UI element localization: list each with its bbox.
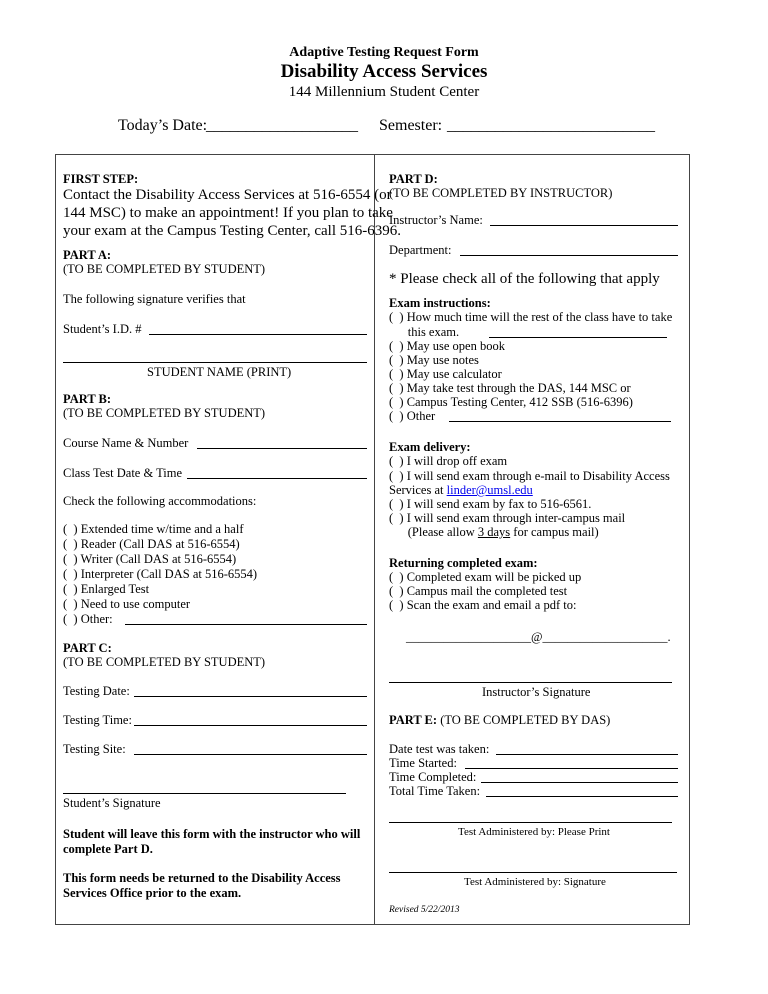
semester-field[interactable]: __________________________ bbox=[447, 117, 655, 134]
student-id-label: Student’s I.D. # bbox=[63, 322, 142, 336]
testing-site-field[interactable] bbox=[134, 754, 367, 755]
returning-picked-up[interactable]: ( ) Completed exam will be picked up bbox=[389, 570, 582, 584]
das-email-link[interactable]: linder@umsl.edu bbox=[446, 483, 533, 497]
first-step-heading: FIRST STEP: bbox=[63, 172, 139, 186]
first-step-line-2: 144 MSC) to make an appointment! If you plan to take bbox=[63, 205, 393, 221]
time-completed-label: Time Completed: bbox=[389, 770, 477, 784]
exam-instruction-time-remaining-cont: this exam. bbox=[389, 325, 460, 339]
office-location: 144 Millennium Student Center bbox=[288, 84, 480, 100]
student-name-caption: STUDENT NAME (PRINT) bbox=[147, 365, 292, 379]
testing-date-field[interactable] bbox=[134, 696, 367, 697]
form-title: Adaptive Testing Request Form bbox=[289, 45, 479, 60]
returning-campus-mail[interactable]: ( ) Campus mail the completed test bbox=[389, 584, 568, 598]
student-signature-caption: Student’s Signature bbox=[63, 796, 161, 810]
time-completed-field[interactable] bbox=[481, 782, 678, 783]
return-note-line-1: This form needs be returned to the Disability Access bbox=[63, 871, 341, 885]
part-c-heading: PART C: bbox=[63, 641, 112, 655]
exam-delivery-heading: Exam delivery: bbox=[389, 440, 471, 454]
part-e-subheading: (TO BE COMPLETED BY DAS) bbox=[437, 713, 611, 727]
testing-site-label: Testing Site: bbox=[63, 742, 126, 756]
accommodation-enlarged-test[interactable]: ( ) Enlarged Test bbox=[63, 582, 150, 596]
delivery-drop-off[interactable]: ( ) I will drop off exam bbox=[389, 454, 508, 468]
leave-form-note-line-2: complete Part D. bbox=[63, 842, 153, 856]
exam-instruction-open-book[interactable]: ( ) May use open book bbox=[389, 339, 505, 353]
time-started-field[interactable] bbox=[465, 768, 678, 769]
testing-time-field[interactable] bbox=[134, 725, 367, 726]
return-note-line-2: Services Office prior to the exam. bbox=[63, 886, 242, 900]
exam-instructions-heading: Exam instructions: bbox=[389, 296, 491, 310]
instructor-signature-field[interactable] bbox=[389, 682, 672, 683]
first-step-line-1: Contact the Disability Access Services at 516-6554 (or bbox=[63, 187, 392, 203]
department-field[interactable] bbox=[460, 255, 678, 256]
exam-instruction-calculator[interactable]: ( ) May use calculator bbox=[389, 367, 502, 381]
column-divider bbox=[374, 154, 375, 925]
signature-verifies-text: The following signature verifies that bbox=[63, 292, 246, 306]
part-a-heading: PART A: bbox=[63, 248, 112, 262]
semester-label: Semester: bbox=[379, 117, 443, 134]
accommodation-reader[interactable]: ( ) Reader (Call DAS at 516-6554) bbox=[63, 537, 240, 551]
accommodation-other-field[interactable] bbox=[125, 624, 367, 625]
administered-print-field[interactable] bbox=[389, 822, 672, 823]
class-test-date-label: Class Test Date & Time bbox=[63, 466, 183, 480]
date-test-taken-label: Date test was taken: bbox=[389, 742, 490, 756]
check-all-note: * Please check all of the following that apply bbox=[389, 271, 660, 287]
delivery-allow-prefix: (Please allow bbox=[389, 525, 478, 539]
first-step-line-3: your exam at the Campus Testing Center, call 516-6396. bbox=[63, 223, 401, 239]
date-test-taken-field[interactable] bbox=[496, 754, 678, 755]
student-signature-field[interactable] bbox=[63, 793, 346, 794]
todays-date-label: Today’s Date: bbox=[118, 117, 208, 134]
returning-exam-heading: Returning completed exam: bbox=[389, 556, 538, 570]
instructor-signature-caption: Instructor’s Signature bbox=[482, 685, 591, 699]
accommodation-other[interactable]: ( ) Other: bbox=[63, 612, 113, 626]
total-time-field[interactable] bbox=[486, 796, 678, 797]
delivery-email-address-line bbox=[389, 483, 533, 498]
total-time-label: Total Time Taken: bbox=[389, 784, 481, 798]
accommodation-interpreter[interactable]: ( ) Interpreter (Call DAS at 516-6554) bbox=[63, 567, 258, 581]
department-label: Department: bbox=[389, 243, 452, 257]
check-accommodations-text: Check the following accommodations: bbox=[63, 494, 257, 508]
administered-signature-caption: Test Administered by: Signature bbox=[464, 876, 606, 888]
delivery-fax[interactable]: ( ) I will send exam by fax to 516-6561. bbox=[389, 497, 592, 511]
time-started-label: Time Started: bbox=[389, 756, 457, 770]
revised-date: Revised 5/22/2013 bbox=[389, 905, 460, 915]
delivery-intercampus[interactable]: ( ) I will send exam through inter-campus mail bbox=[389, 511, 626, 525]
part-c-subheading: (TO BE COMPLETED BY STUDENT) bbox=[63, 655, 266, 669]
student-name-field[interactable] bbox=[63, 362, 367, 363]
accommodation-writer[interactable]: ( ) Writer (Call DAS at 516-6554) bbox=[63, 552, 237, 566]
part-e-line bbox=[389, 713, 610, 728]
course-name-label: Course Name & Number bbox=[63, 436, 189, 450]
part-d-subheading: (TO BE COMPLETED BY INSTRUCTOR) bbox=[389, 186, 613, 200]
exam-instruction-other[interactable]: ( ) Other bbox=[389, 409, 436, 423]
scan-email-field[interactable]: ____________________@____________________. bbox=[406, 630, 671, 644]
delivery-allow-suffix: for campus mail) bbox=[510, 525, 599, 539]
accommodation-computer[interactable]: ( ) Need to use computer bbox=[63, 597, 191, 611]
course-name-field[interactable] bbox=[197, 448, 367, 449]
delivery-allow-days: 3 days bbox=[477, 525, 511, 539]
administered-signature-field[interactable] bbox=[389, 872, 677, 873]
exam-instruction-testing-center[interactable]: ( ) Campus Testing Center, 412 SSB (516-6396) bbox=[389, 395, 633, 409]
exam-instruction-notes[interactable]: ( ) May use notes bbox=[389, 353, 479, 367]
administered-print-caption: Test Administered by: Please Print bbox=[458, 826, 610, 838]
student-id-field[interactable] bbox=[149, 334, 367, 335]
testing-date-label: Testing Date: bbox=[63, 684, 130, 698]
part-b-subheading: (TO BE COMPLETED BY STUDENT) bbox=[63, 406, 266, 420]
part-d-heading: PART D: bbox=[389, 172, 438, 186]
todays-date-field[interactable]: ___________________ bbox=[206, 117, 358, 134]
returning-scan-email[interactable]: ( ) Scan the exam and email a pdf to: bbox=[389, 598, 577, 612]
exam-instruction-other-field[interactable] bbox=[449, 421, 671, 422]
instructor-name-field[interactable] bbox=[490, 225, 678, 226]
instructor-name-label: Instructor’s Name: bbox=[389, 213, 483, 227]
delivery-email-prefix: Services at bbox=[389, 483, 447, 497]
part-e-heading: PART E: bbox=[389, 713, 438, 727]
exam-time-field[interactable] bbox=[489, 337, 667, 338]
accommodation-extended-time[interactable]: ( ) Extended time w/time and a half bbox=[63, 522, 244, 536]
testing-time-label: Testing Time: bbox=[63, 713, 132, 727]
part-a-subheading: (TO BE COMPLETED BY STUDENT) bbox=[63, 262, 266, 276]
delivery-allow-days-line bbox=[389, 525, 599, 540]
exam-instruction-das[interactable]: ( ) May take test through the DAS, 144 MSC or bbox=[389, 381, 631, 395]
delivery-email[interactable]: ( ) I will send exam through e-mail to Disability Access bbox=[389, 469, 670, 483]
part-b-heading: PART B: bbox=[63, 392, 112, 406]
exam-instruction-time-remaining[interactable]: ( ) How much time will the rest of the class have to take bbox=[389, 310, 673, 324]
office-name: Disability Access Services bbox=[280, 61, 488, 82]
class-test-date-field[interactable] bbox=[187, 478, 367, 479]
leave-form-note-line-1: Student will leave this form with the instructor who will bbox=[63, 827, 361, 841]
